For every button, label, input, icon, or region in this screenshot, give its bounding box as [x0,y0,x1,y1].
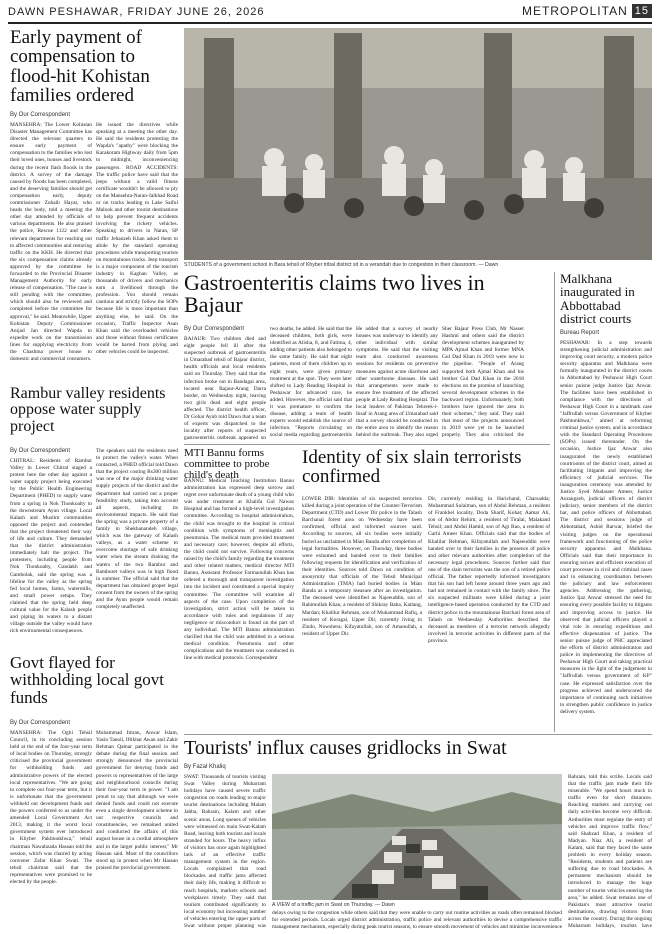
story2-headline: Rambur valley residents oppose water supply project [10,385,166,435]
story4-column-2: two deaths, he added. He said that the deceased children, both girls, were identified as Alisha, 8, and Fatima, 4, adding other patients also belonged to the same family. He said that eight patients, most of them children up to eight years, were given primary treatment at the spot. They were later shifted to Lady Reading Hospital in Peshawar for advanced care, he added. However, the official said that it was premature to confirm the disease, adding a team of health experts would establish the source of infection. "Reports circulating on social media regarding gastroenteritis [270,326,352,439]
school-verandah-photo [184,28,652,260]
story4-headline: Gastroenteritis claims two lives in Bajaur [184,270,485,318]
photo2-caption: A VIEW of a traffic jam in Swat on Thursday. — Dawn [272,902,395,908]
traffic-jam-illustration [272,774,562,900]
swat-traffic-photo [272,774,562,900]
section-title: METROPOLITAN [521,4,628,18]
story4-column-3: He added that a survey of nearby houses was underway to identify any other individual with similar symptoms. He said that the visiting team also conducted awareness sessions for residents on preventive measures against acute diarrhoea and other waterborne diseases. He said that arrangements were made to ensure free treatment of the affected people at Lady Reading Hospital. The local leaders of Pakistan Tehreek-i-Insaf in Arang area of Umarabad said that a survey should be conducted in the entire area to identify the reason behind the outbreak. They also urged [356,326,438,439]
story7-column-1: LOWER DIR: Identities of six suspected terrorists killed during a joint operation of the Counter-Terrorism Department (CTD) and Lower Dir police in the Talash Barchanai forest area on Wednesday have been confirmed, official and informed sources said. According to sources, all six bodies were initially buried as unclaimed in Mian Banda after completion of legal formalities. However, on Thursday, three bodies were exhumed and handed over to their families following requests for identification and verification of their identities. Sources told Dawn on condition of anonymity that officials of the Tehsil Municipal Administration (TMA) had buried bodies in Mian Banda as a temporary measure after an investigation. The deceased were identified as Najeeuddin, son of Rahimullah Khan, a resident of Shikray Baba, Katlang, Mardan; Khalilur Rehman, son of Muhammad Rafiq, a resident of Koragai, Upper Dir, currently living in Zindo, Nowshera; Kifayatullah, son of Amanullah, a resident of Upper Dir. [302,496,422,637]
story2-byline: By Our Correspondent [10,448,71,454]
section-header [522,4,652,18]
story1-byline: By Our Correspondent [10,112,71,118]
story3-column-1: MANSEHRA: The Oghi Tehsil Council, in its concluding session held at the end of the four-year term of local bodies on Thursday, strongly criticised the provincial government for withholding funds and administrative powers of the elected local representatives. "We are going to complete our four-year term, but it is unfortunate that the government withheld our development funds and the powers conferred to us under the amended Local Government Act 2013, making it the worst local government system ever introduced in Khyber Pakhtunkhwa," tehsil chairman Nawabzada Hassan told the session, which was chaired by acting convener Zafar Khan Swati. The tehsil chairman said that the representatives were promised to be elected by the people. [10,730,92,885]
column-divider [554,272,555,732]
page-number: 15 [632,4,652,18]
section-divider [184,444,550,445]
story3-headline: Govt flayed for withholding local govt funds [10,653,164,707]
story2-column-2: The speakers said the residents need to protect the valley's water. When contacted, a PHED official told Dawn that the project costing Rs300 million was one of the major drinking water supply projects of the district and the department had carried out a proper feasibility study, taking into account all aspects, including its environmental impacts. He said that the spring was a private property of a family in Shekhanandeh village, which was the gateway of Kalash valleys, as a water scheme to overcome shortage of safe drinking water when the stream draining the waters of the two Rambur and Bamburet valleys was in high flood in summer. The official said that the department has obtained proper legal consent from the owners of the spring and the Ayun people would remain completely unaffected. [96,448,178,611]
story5-headline: Malkhana inaugurated in Abbottabad district courts [560,271,635,326]
story4-byline: By Our Correspondent [184,326,245,332]
story1-column-1: MANSEHRA: The Lower Kohistan Disaster Management Committee has directed the relevant quarters to ensure early payment of compensation to the families who lost their loved ones, houses and livestock during the recent flash floods in the district. A survey of the damage caused by floods has been completed, and the deserving families should get compensation early, deputy commissioner Zuhaib Hayat, who heads the body, told a meeting the other day attended by officials of various departments. He also praised the police, Rescue 1122 and other relevant departments for reaching out to affected communities and restoring traffic on the KKH. He directed that the six compensation claims already approved by the committee be forwarded to the Provincial Disaster Management Authority for early release of compensation. "The case is still pending with the committee, which should also be reviewed and completed before the committee for approval," he said. Meanwhile, Upper Kohistan Deputy Commissioner Amjad Jan directed Wapda to expedite work on the transmission lines for supplying electricity from the Chashma power house to domestic and commercial consumers. [10,122,92,363]
story5-column-1: PESHAWAR: In a step towards strengthening judicial administration and improving court security, a modern police security apparatus and Malkhana were formally inaugurated in the district courts in Abbottabad by Peshawar High Court senior puisne judge Justice Ijaz Anwar. The facilities have been established in compliance with the directions of Peshawar High Court in a landmark case "Jaffrullah versus Government of Khyber Pakhtunkhwa," aimed at reforming criminal justice system, and in accordance with the Standard Operating Procedures (SOPs) issued thereunder. On the occasion, Justice Ijaz Anwar also inaugurated the newly established courtrooms of the district court, aimed at facilitating litigants and improving the efficiency of judicial services. The inauguration ceremony was attended by Justice Syed Mudasser Ameer, Justice Aurangzeb, judicial officers of district judiciary, senior members of the district bar, and police officers of Abbottabad. The district and sessions judge of Abbottabad, Ashid Rarwar, briefed the visiting judges on the operational framework and functioning of the police security apparatus and Malkhana. Officials said that their importance in ensuring secure and efficient execution of court processes in civil and criminal cases and in enhancing coordination between the judiciary and law enforcement agencies. Addressing the gathering, Justice Ijaz Anwar stressed the need for ensuring every possible facility to litigants and improving access to justice. He observed that judicial officers played a vital role in ensuring expeditious and effective dispensation of justice. The senior puisne judge of PHC appreciated the efforts of district administration and police in implementing the directives of Peshawar High Court and taking practical measures in the light of the judgement in "Jaffrullah versus government of KP" case. He expressed satisfaction over the progress achieved and underscored the importance of continuing such initiatives to strengthen public confidence in justice delivery system. [560,340,652,715]
story8-column-1: SWAT: Thousands of tourists visiting Swat Valley during Muharram holidays have caused severe traffic congestion on roads leading to major tourist destinations including Malam Jabba, Bahrain, Kalam and other scenic areas. Long queues of vehicles were witnessed on main Swat-Kalam Road, leaving both tourists and locals stranded for hours. The heavy influx of visitors has once again highlighted lack of an effective traffic management system in the region. Locals complained that road blockades and traffic jams affected their daily life, making it difficult to reach hospitals, markets schools and workplaces timely. They said that tourism contributed significantly to local economy but increasing number of vehicles entering the upper parts of Swat without proper planning was [184,774,266,929]
story8-byline: By Fazal Khaliq [184,764,226,770]
story1-headline: Early payment of compensation to flood-hit Kohistan families ordered [10,27,150,107]
photo1-caption: STUDENTS of a government school in Bara tehsil of Khyber tribal district sit in a verandah due to congestion in their classroom. — Dawn [184,262,499,268]
header-rule [8,22,652,24]
story8-column-3: Bahrain, told this scribe. Locals said that the traffic jam made their life miserable. "We spend hours stuck in traffic even for short distances. Reaching markets and carrying out daily activities become very difficult. Authorities must regulate the entry of vehicles and improve traffic flow," said Shahzad Khan, a resident of Madyan. Niaz Ali, a resident of Kalam, said that they faced the same problem in every holiday season. "Residents, students and patients are suffering due to road blockades. A permanent mechanism should be introduced to manage the huge number of tourist vehicles entering the area," he added. Swat remains one of Pakistan's most attractive tourist destinations, drawing visitors from across the country. During the ongoing Muharram holidays, tourists have [568,774,652,929]
story2-column-1: CHITRAL: Residents of Rambur Valley in Lower Chitral staged a protest here the other day against a water supply project being executed by the Public Health Engineering Department (PHED) to supply water from a spring in Nok Thonkoalty to the downstream Ayun village. Local Kalash and Muslim communities opposed the project and contended that the project threatened their way of life and culture. They demanded that the district administration immediately halt the project. The protesters, including people from Nok Thonkoalty, Gandakh and Gambolak, said the spring was a lifeline for the valley as the spring fed local homes, farms, watermills, and small power setups. They claimed that the spring held deep cultural value for the Kalash people and piping its waters to a distant village outside the valley would have rich environmental consequences. [10,458,92,635]
students-photo-illustration [184,28,652,260]
story6-headline: MTI Bannu forms committee to probe child's death [184,447,270,482]
story5-byline: Bureau Report [560,330,600,336]
story8-column-2: delays owing to the congestion while others said that they were unable to carry out routine activities as roads often remained blocked for extended periods. Locals urged district administration, traffic police and relevant authorities to devise a comprehensive traffic management mechanism, especially during peak tourist seasons, to ensure smooth movement of vehicles and minimise inconvenience [272,910,562,930]
story6-column-1: BANNU: Medical Teaching Institution Bannu administration has expressed deep sorrow and regret over unfortunate death of a young child who was under treatment at Khalifa Gul Nawaz Hospital and has formed a high-level investigation committee. According to hospital administration, the child was brought to the hospital in critical condition with symptoms of meningitis and pneumonia. The medical team provided treatment and necessary care; however, despite all efforts, the child could not survive. Following concerns raised by the child's family regarding the treatment and other related matters, medical director MTI Bannu, Assistant Professor Farmanullah Khan has ordered a thorough and transparent investigation into the incident and constituted a special inquiry committee. The committee will examine all aspects of the case. Upon completion of the investigation, strict action will be taken in accordance with rules and regulations if any negligence or misconduct is found on the part of any individual. The MTI Bannu administration clarified that the child was admitted in a serious medical condition. Pneumonia and other complications and the treatment was conducted in line with medical protocols. Correspondent [184,478,294,662]
story8-headline: Tourists' influx causes gridlocks in Swat [184,737,507,759]
story3-byline: By Our Correspondent [10,720,71,726]
story1-column-2: He issued the directives while speaking at a meeting the other day. He said the residents protesting the Wapda's "apathy" were blocking the Karakoram Highway daily from 5pm to midnight, inconveniencing passengers. ROAD ACCIDENTS: The traffic police have said that the jeeps without a valid fitness certificate wouldn't be allowed to ply on the Mansehra-Naran-Jalkhad Road or on tracks leading to Lake Saiful Malook and other tourist destinations to help prevent frequent accidents involving the rickety vehicles. Speaking to drivers in Naran, SP traffic Jehanzeb Khan asked them to abide by the standard operating procedures while transporting tourists on mountainous tracks. Jeep transport is a major component of the tourism industry in Kaghan Valley, as thousands of drivers and mechanics earn a livelihood through the profession. You should remain cautious and strictly follow the SOPs because life is more important than anything else, he said. On the occasion, Traffic Inspector Asan Khan said the overloaded vehicles and those without fitness certificates would be barred from plying and other vehicles could be inspected. [96,122,178,355]
story4-column-4: Sher Bajaur Press Club, Mr Nasser Hashmi and others said the district development schemes inaugurated by MPA Ajmal Khan and former MNA Gul Dad Khan in 2019 were now in the pipeline. "People of Arang supported both Ajmal Khan and his brother Gul Dad Khan in the 2018 elections on the promise of launching several development schemes in the backward region. Unfortunately, both brothers have ignored the area in their schemes," they said. They said that most of the projects announced in 2019 were yet to be launched properly. They also criticised the [442,326,524,439]
story7-column-2: Dir, currently residing in Harichand, Charsadda; Muhammad Sulaiman, son of Abdul Rehman, a resident of Frankhel locality, Doda Sharif, Kohat; Aamar Ali, son of Abdur Rehim, a resident of Tiralai, Malakand Tehsil; and Abdul Hamid, son of Agi Rao, a resident of Garhi Ameer Khan. Officials said that the bodies of Khalilur Rehman, Kifayatullah and Najeeuddin were handed over to their families in the presence of police and other relevant authorities after completion of the necessary legal procedures. Sources further said that one of the slain terrorists was the son of a retired police official. The father reportedly informed investigators that his son had left home around three years ago and had not remained in contact with the family since. The six suspected militants were killed during a joint intelligence-based operation conducted by the CTD and district police in the mountainous Barchari forest area of Talash on Wednesday. Authorities described the deceased as members of a terrorist network allegedly involved in terrorist activities in different parts of the province. [428,496,550,644]
newspaper-dateline: DAWN PESHAWAR, FRIDAY JUNE 26, 2026 [8,6,265,18]
story4-column-1: BAJAUR: Two children died and eight people fell ill after the suspected outbreak of gastroenteritis in Umarabad tehsil of Bajaur district, health officials and local residents said on Thursday. They said that the infection broke out in Bandagai area, located near Bajaur-Arang Darra border, on Wednesday night, leaving two girls dead and eight people affected. The district health officer, Dr Gohar Ayub told Dawn that a team of experts was dispatched to the locality after reports of suspected gastroenteritis outbreak appeared on [184,336,266,440]
story3-column-2: Muhammad Imran, Anwar Islam, Yasin Tanoli, Iftikhar Awan and Zakir Rehman Qamar participated in the debate during the final session and strongly denounced the provincial government for denying funds and powers to representatives of the large and neighbourhood councils during their four-year term in power. "I am proud to say that although we were denied funds and could not execute even a single development scheme in our respective councils and constituencies, we remained united and conducted the affairs of this august house in a cordial atmosphere and in the larger public interest," Mr Hassan said. Most of the councillors stood up in protest when Mr Hassan praised the provincial government. [96,730,178,871]
story7-headline: Identity of six slain terrorists confirmed [302,447,522,488]
section-divider-bottom [184,734,652,735]
